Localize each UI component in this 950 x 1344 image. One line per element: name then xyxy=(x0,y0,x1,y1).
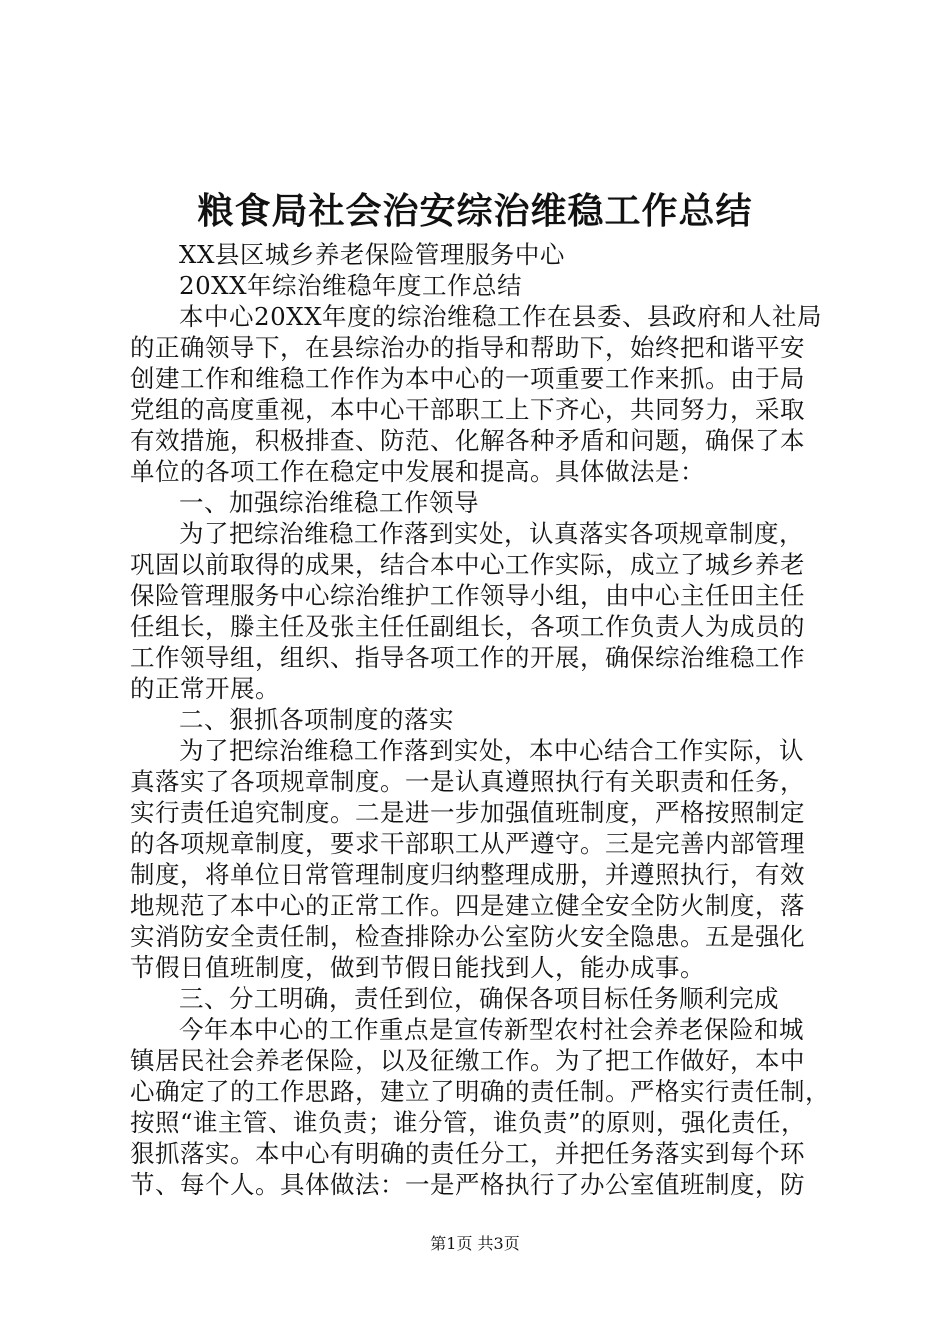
section-heading: 三、分工明确，责任到位，确保各项目标任务顺利完成 xyxy=(179,984,779,1013)
text-line: 有效措施，积极排查、防范、化解各种矛盾和问题，确保了本 xyxy=(130,426,805,455)
text-line: 20XX年综治维稳年度工作总结 xyxy=(179,271,523,300)
text-line: 节、每个人。具体做法：一是严格执行了办公室值班制度，防 xyxy=(130,1170,805,1199)
section-heading: 二、狠抓各项制度的落实 xyxy=(179,705,454,734)
document-title: 粮食局社会治安综治维稳工作总结 xyxy=(197,190,753,232)
text-line: 今年本中心的工作重点是宣传新型农村社会养老保险和城 xyxy=(179,1015,804,1044)
text-line: 节假日值班制度，做到节假日能找到人，能办成事。 xyxy=(130,953,705,982)
text-line: 实消防安全责任制，检查排除办公室防火安全隐患。五是强化 xyxy=(130,922,805,951)
text-line: 巩固以前取得的成果，结合本中心工作实际，成立了城乡养老 xyxy=(130,550,805,579)
text-line: 狠抓落实。本中心有明确的责任分工，并把任务落实到每个环 xyxy=(130,1139,805,1168)
text-line: 制度，将单位日常管理制度归纳整理成册，并遵照执行，有效 xyxy=(130,860,805,889)
text-line: 单位的各项工作在稳定中发展和提高。具体做法是： xyxy=(130,457,705,486)
text-line: 保险管理服务中心综治维护工作领导小组，由中心主任田主任 xyxy=(130,581,805,610)
text-line: 创建工作和维稳工作作为本中心的一项重要工作来抓。由于局 xyxy=(130,364,805,393)
text-line: XX县区城乡养老保险管理服务中心 xyxy=(179,240,565,269)
text-line: 的各项规章制度，要求干部职工从严遵守。三是完善内部管理 xyxy=(130,829,805,858)
document-body xyxy=(130,239,830,1200)
text-line: 地规范了本中心的正常工作。四是建立健全安全防火制度，落 xyxy=(130,891,805,920)
text-line: 镇居民社会养老保险，以及征缴工作。为了把工作做好，本中 xyxy=(130,1046,805,1075)
text-line: 的正确领导下，在县综治办的指导和帮助下，始终把和谐平安 xyxy=(130,333,805,362)
text-line: 本中心20XX年度的综治维稳工作在县委、县政府和人社局 xyxy=(179,302,823,331)
text-line: 工作领导组，组织、指导各项工作的开展，确保综治维稳工作 xyxy=(130,643,805,672)
text-line: 心确定了的工作思路，建立了明确的责任制。严格实行责任制， xyxy=(130,1077,830,1106)
page-indicator: 第1页 共3页 xyxy=(430,1234,520,1253)
section-heading: 一、加强综治维稳工作领导 xyxy=(179,488,479,517)
text-line: 真落实了各项规章制度。一是认真遵照执行有关职责和任务， xyxy=(130,767,805,796)
text-line: 按照“谁主管、谁负责；谁分管，谁负责”的原则，强化责任， xyxy=(130,1108,807,1137)
text-line: 实行责任追究制度。二是进一步加强值班制度，严格按照制定 xyxy=(130,798,805,827)
text-line: 党组的高度重视，本中心干部职工上下齐心，共同努力，采取 xyxy=(130,395,805,424)
text-line: 任组长，滕主任及张主任任副组长，各项工作负责人为成员的 xyxy=(130,612,805,641)
text-line: 为了把综治维稳工作落到实处，本中心结合工作实际，认 xyxy=(179,736,804,765)
text-line: 为了把综治维稳工作落到实处，认真落实各项规章制度， xyxy=(179,519,804,548)
text-line: 的正常开展。 xyxy=(130,674,280,703)
